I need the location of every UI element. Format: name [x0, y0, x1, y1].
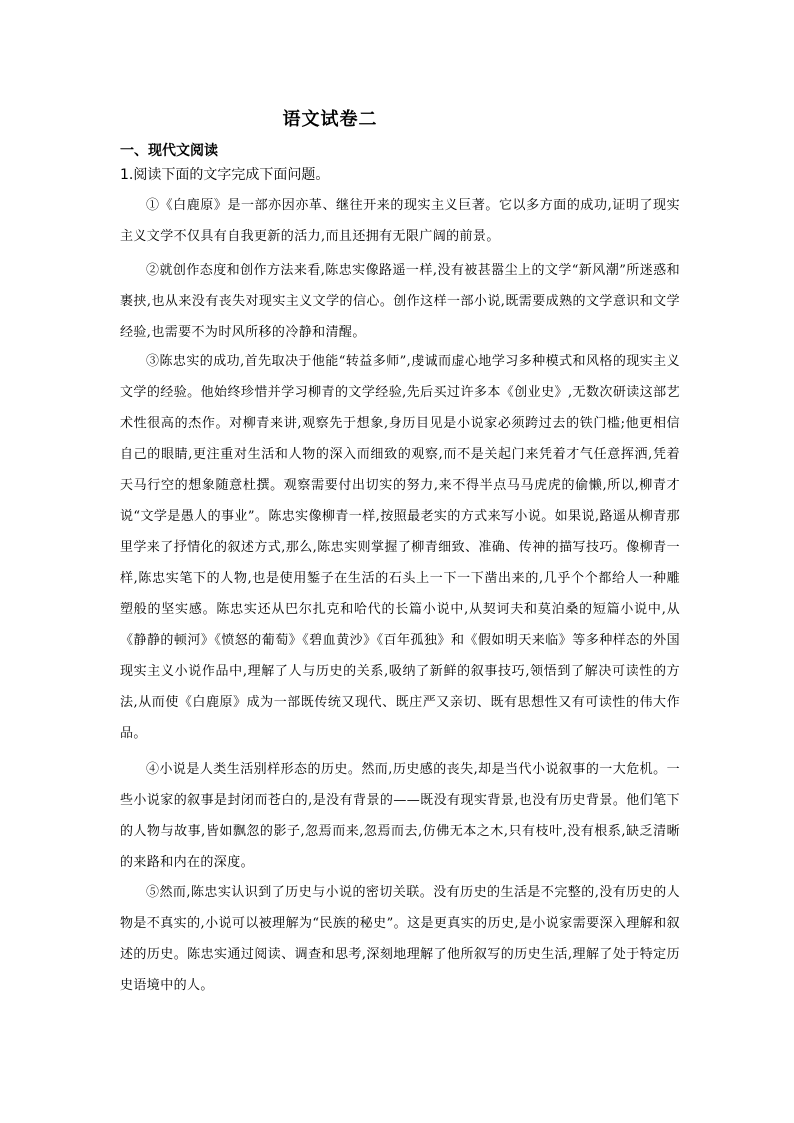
paragraph-4: ④小说是人类生活别样形态的历史。然而,历史感的丧失,却是当代小说叙事的一大危机。一些小说家的叙事是封闭而苍白的,是没有背景的——既没有现实背景,也没有历史背景。他们笔下的人物与故事,皆如飘忽的影子,忽焉而来,忽焉而去,仿佛无本之木,只有枝叶,没有根系,缺乏清晰的来路和内在的深度。: [120, 762, 680, 870]
paragraph-5: ⑤然而,陈忠实认识到了历史与小说的密切关联。没有历史的生活是不完整的,没有历史的人物是不真实的,小说可以被理解为“民族的秘史”。这是更真实的历史,是小说家需要深入理解和叙述的历史。陈忠实通过阅读、调查和思考,深刻地理解了他所叙写的历史生活,理解了处于特定历史语境中的人。: [120, 885, 680, 993]
paragraph-3: ③陈忠实的成功,首先取决于他能“转益多师”,虔诚而虚心地学习多种模式和风格的现实主义文学的经验。他始终珍惜并学习柳青的文学经验,先后买过许多本《创业史》,无数次研读这部艺术性很高的杰作。对柳青来讲,观察先于想象,身历目见是小说家必须跨过去的铁门槛;他更相信自己的眼睛,更注重对生活和人物的深入而细致的观察,而不是关起门来凭着才气任意挥洒,凭着天马行空的想象随意杜撰。观察需要付出切实的努力,来不得半点马马虎虎的偷懒,所以,柳青才说“文学是愚人的事业”。陈忠实像柳青一样,按照最老实的方式来写小说。如果说,路遥从柳青那里学来了抒情化的叙述方式,那么,陈忠实则掌握了柳青细致、准确、传神的描写技巧。像柳青一样,陈忠实笔下的人物,也是使用錾子在生活的石头上一下一下凿出来的,几乎个个都给人一种雕塑般的坚实感。陈忠实还从巴尔扎克和哈代的长篇小说中,从契诃夫和莫泊桑的短篇小说中,从《静静的顿河》《愤怒的葡萄》《碧血黄沙》《百年孤独》和《假如明天来临》等多种样态的外国现实主义小说作品中,理解了人与历史的关系,吸纳了新鲜的叙事技巧,领悟到了解决可读性的方法,从而使《白鹿原》成为一部既传统又现代、既庄严又亲切、既有思想性又有可读性的伟大作品。: [120, 354, 680, 741]
question-prompt: 1.阅读下面的文字完成下面问题。: [120, 167, 330, 183]
paragraph-2: ②就创作态度和创作方法来看,陈忠实像路遥一样,没有被甚嚣尘上的文学“新风潮”所迷惑和裹挟,也从来没有丧失对现实主义文学的信心。创作这样一部小说,既需要成熟的文学意识和文学经验,也需要不为时风所移的冷静和清醒。: [120, 263, 680, 340]
paragraph-1: ①《白鹿原》是一部亦因亦革、继往开来的现实主义巨著。它以多方面的成功,证明了现实主义文学不仅具有自我更新的活力,而且还拥有无限广阔的前景。: [120, 198, 680, 244]
section-heading: 一、现代文阅读: [120, 143, 218, 159]
page-title: 语文试卷二: [282, 109, 378, 130]
